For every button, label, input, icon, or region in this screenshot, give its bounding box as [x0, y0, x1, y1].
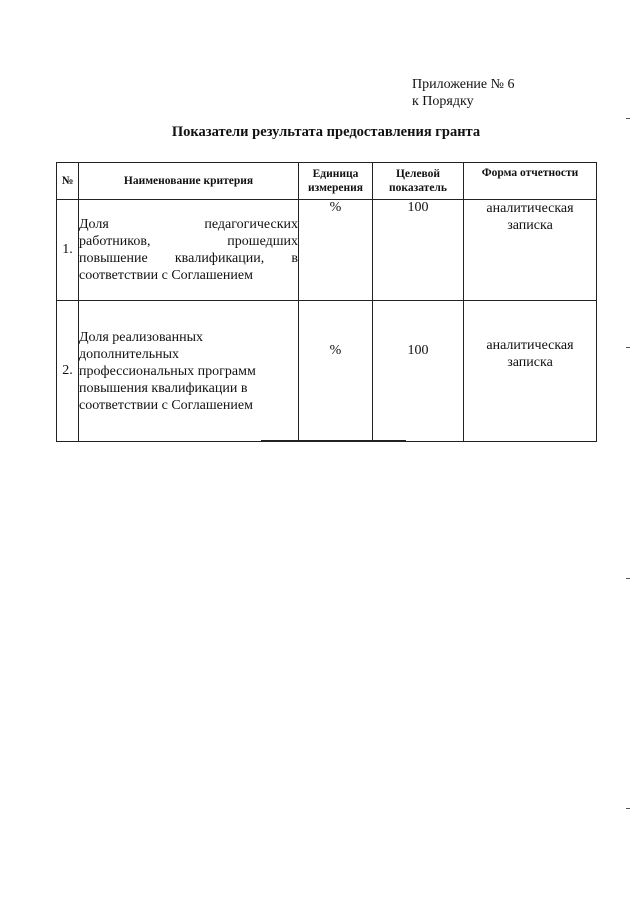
table-header-row [57, 163, 597, 200]
unit-value: % [299, 200, 373, 301]
report-form-line2: записка [507, 218, 553, 233]
indicators-table [56, 162, 597, 442]
report-form-line1: аналитическая [486, 201, 574, 216]
target-value: 100 [373, 200, 464, 301]
header-target-line2: показатель [389, 182, 447, 194]
appendix-number: Приложение № 6 [412, 77, 515, 92]
header-target-line1: Целевой [395, 168, 441, 180]
criterion-name-line: повышения квалификации в [79, 380, 248, 396]
criterion-name-line: Доля реализованных [79, 329, 203, 345]
end-of-document-line [261, 440, 406, 441]
appendix-reference [412, 76, 515, 110]
header-target-value [373, 163, 464, 200]
report-form [464, 200, 597, 301]
report-form-line2: записка [507, 355, 553, 370]
row-number: 2. [57, 301, 79, 442]
table-row [57, 200, 597, 301]
header-number: № [57, 163, 79, 200]
criterion-name-line: Доля педагогических [79, 217, 298, 232]
header-unit-line2: измерения [308, 182, 363, 194]
scan-mark [626, 578, 630, 579]
report-form [464, 301, 597, 442]
scan-mark [626, 808, 630, 809]
criterion-name-line: дополнительных [79, 346, 180, 362]
header-criterion-name: Наименование критерия [79, 163, 299, 200]
unit-value: % [299, 301, 373, 442]
table-row [57, 301, 597, 442]
scan-mark [626, 118, 630, 119]
target-value: 100 [373, 301, 464, 442]
row-number: 1. [57, 200, 79, 301]
criterion-name-line: работников, прошедших [79, 234, 298, 249]
criterion-name [79, 200, 299, 301]
header-unit [299, 163, 373, 200]
header-unit-line1: Единица [312, 168, 359, 180]
report-form-line1: аналитическая [486, 338, 574, 353]
scan-mark [626, 347, 630, 348]
criterion-name-line: профессиональных программ [79, 363, 256, 379]
criterion-name-line: соответствии с Соглашением [79, 397, 253, 413]
criterion-name [79, 301, 299, 442]
criterion-name-line: соответствии с Соглашением [79, 268, 253, 283]
criterion-name-line: повышение квалификации, в [79, 251, 298, 266]
header-report-form: Форма отчетности [464, 163, 597, 200]
page-title: Показатели результата предоставления гранта [171, 124, 481, 140]
appendix-order-ref: к Порядку [412, 94, 474, 109]
